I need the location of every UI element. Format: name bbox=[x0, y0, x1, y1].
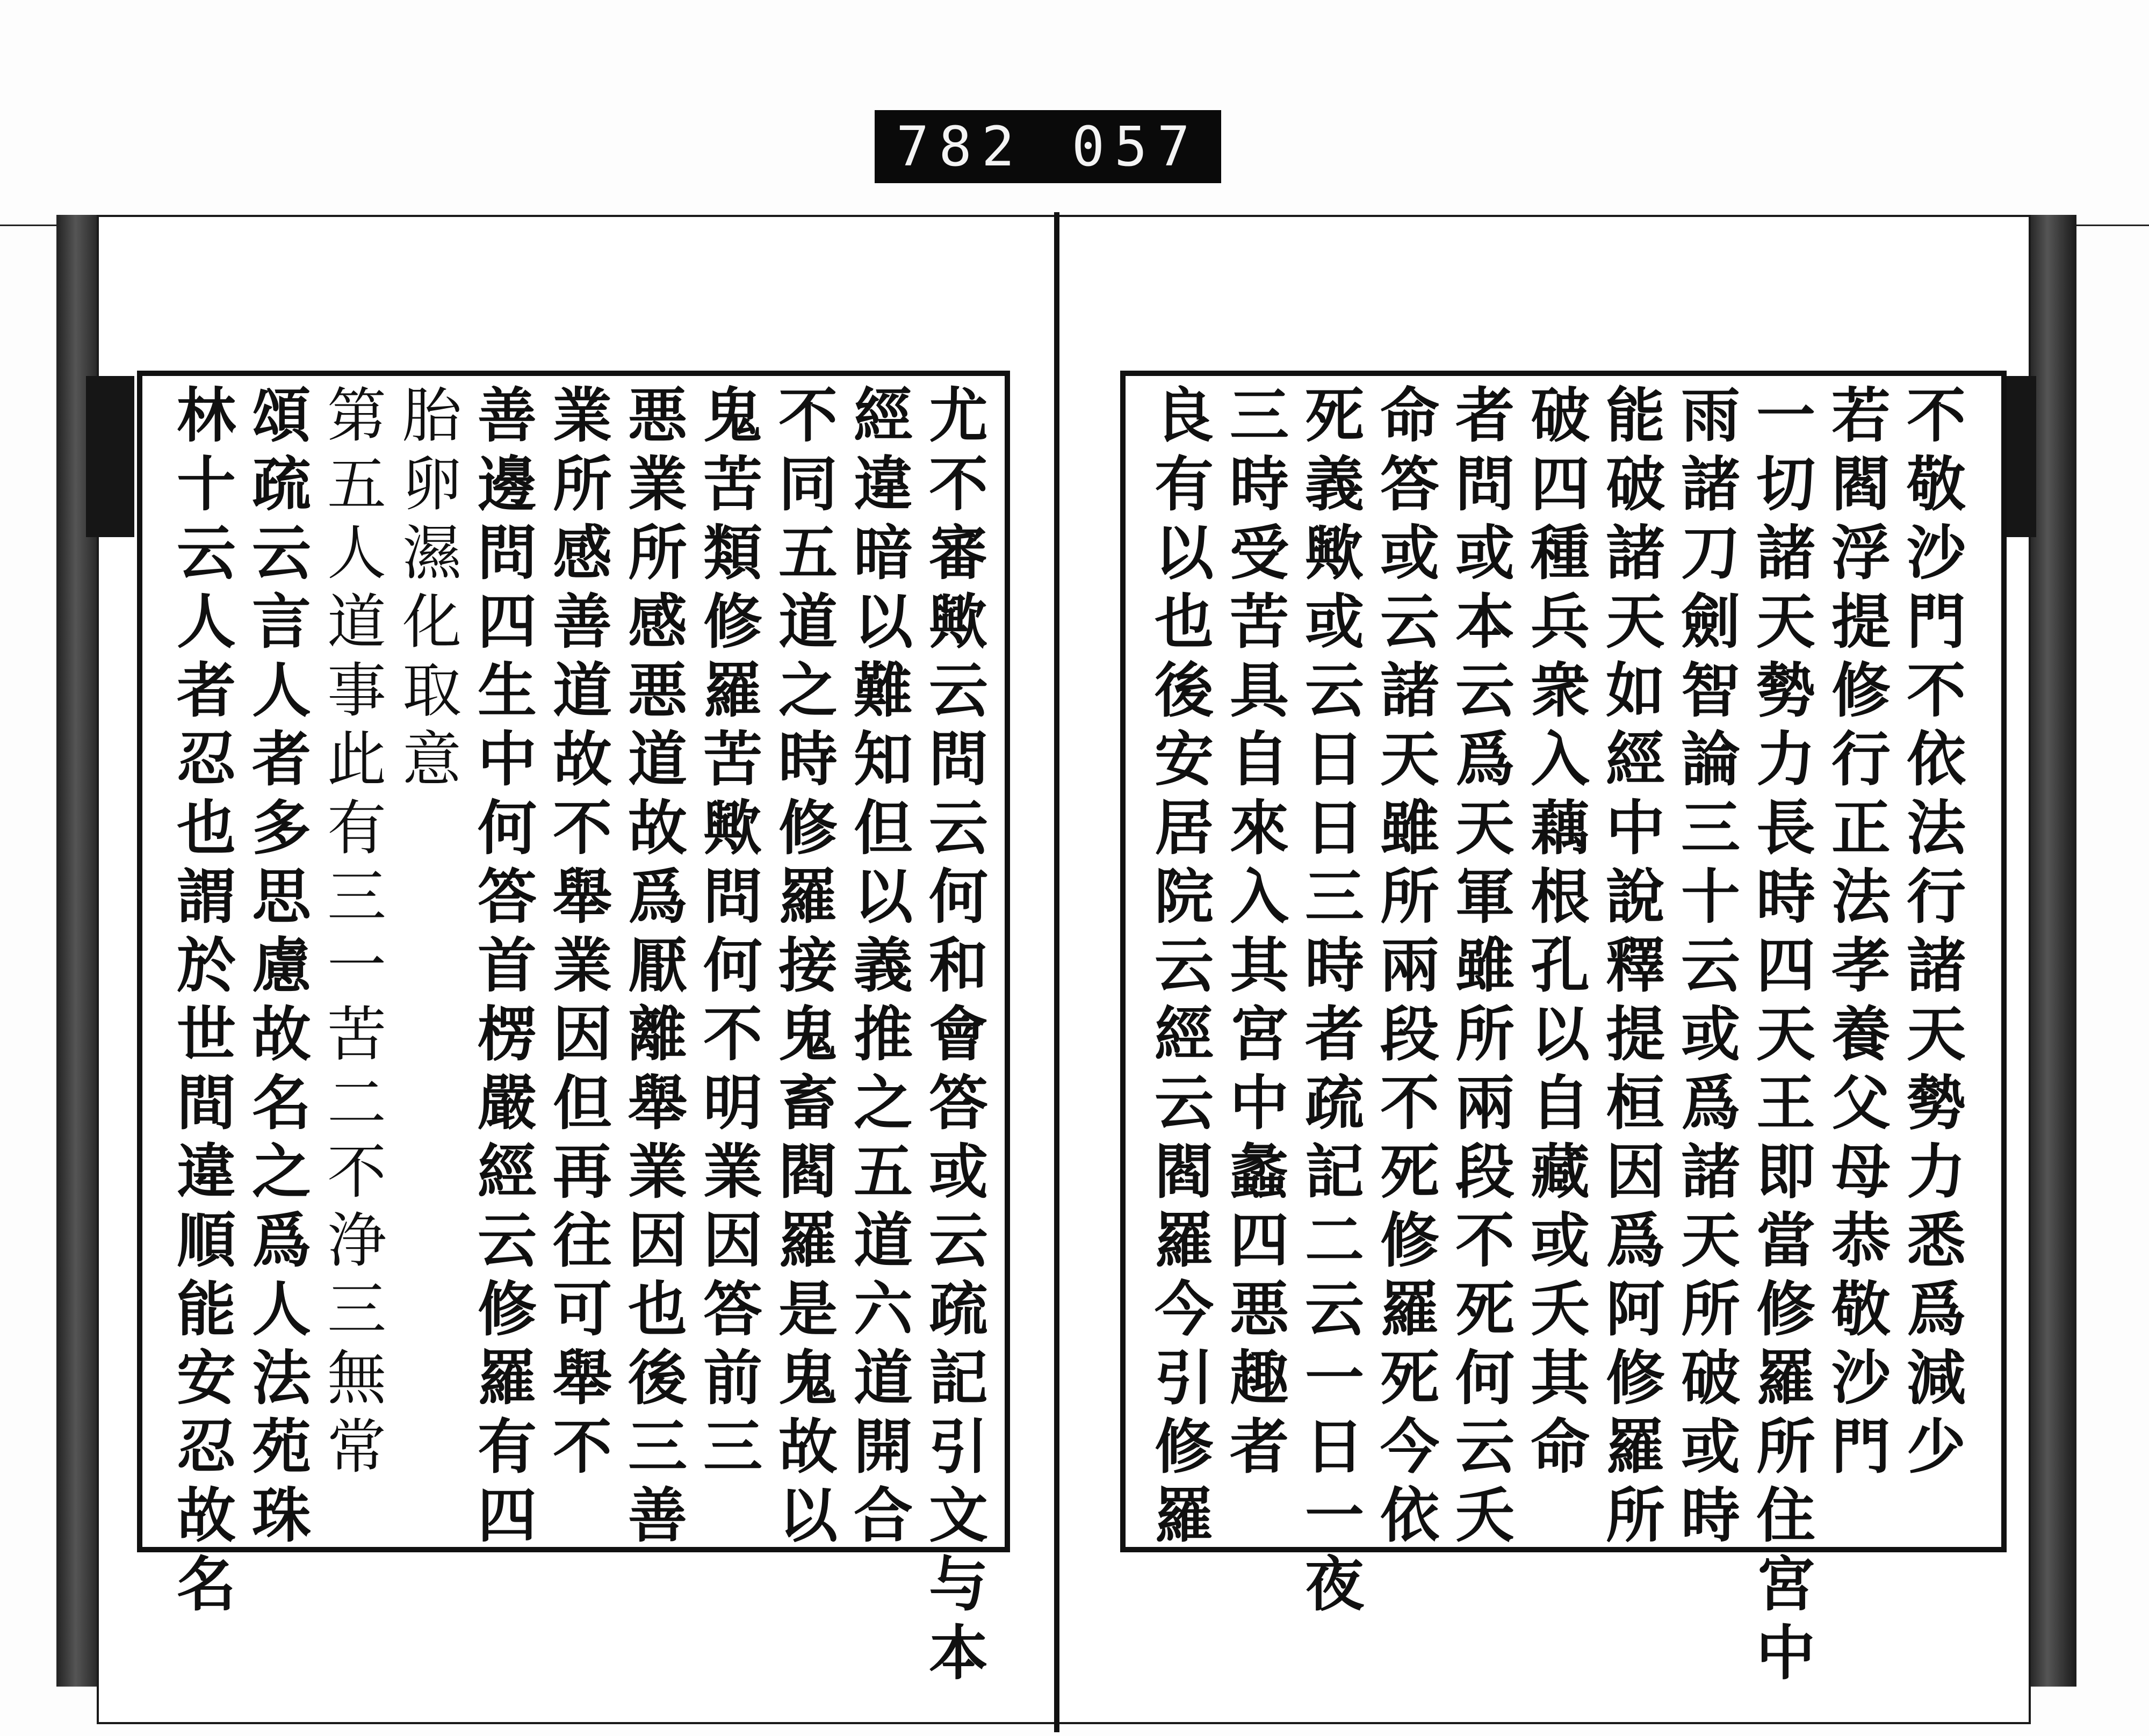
left-col-11: 林十云人者忍也謂於世間違順能安忍故名 bbox=[167, 384, 236, 1622]
right-col-1: 不敬沙門不依法行諸天勢力悉爲減少 bbox=[1897, 384, 1966, 1484]
left-col-7: 善邊問四生中何答首楞嚴經云修羅有四 bbox=[468, 384, 537, 1553]
label-right-number: 057 bbox=[1071, 114, 1200, 179]
right-col-6: 破四種兵衆入藕根孔以自藏或夭其命 bbox=[1521, 384, 1590, 1484]
left-page-tab bbox=[86, 376, 134, 537]
left-col-3: 不同五道之時修羅接鬼畜閻羅是鬼故以 bbox=[769, 384, 838, 1553]
right-col-4: 雨諸刀劍智論三十云或爲諸天所破或時 bbox=[1671, 384, 1741, 1553]
left-col-6: 業所感善道故不舉業因但再往可舉不 bbox=[543, 384, 612, 1484]
label-left-number: 782 bbox=[896, 114, 1025, 179]
left-col-2: 經違暗以難知但以義推之五道六道開合 bbox=[844, 384, 913, 1553]
book-spine bbox=[1054, 212, 1059, 1732]
archive-label bbox=[875, 110, 1221, 183]
left-col-10: 頌疏云言人者多思慮故名之爲人法苑珠 bbox=[242, 384, 312, 1553]
left-col-4: 鬼苦類修羅苦歟問何不明業因答前三 bbox=[694, 384, 763, 1484]
right-col-2: 若閻浮提修行正法孝養父母恭敬沙門 bbox=[1822, 384, 1891, 1484]
right-col-8: 命答或云諸天雖所兩段不死修羅死今依 bbox=[1371, 384, 1440, 1553]
left-col-9: 第五人道事此有三一苦二不浄三無常 bbox=[318, 384, 386, 1484]
right-col-3: 一切諸天勢力長時四天王即當修羅所住宮中 bbox=[1747, 384, 1816, 1690]
left-col-1: 尤不審歟云問云何和會答或云疏記引文与本 bbox=[919, 384, 989, 1690]
right-col-7: 者問或本云爲天軍雖所兩段不死何云夭 bbox=[1446, 384, 1515, 1553]
right-col-9: 死義歟或云日日三時者疏記二云一日一夜 bbox=[1295, 384, 1365, 1622]
right-col-10: 三時受苦具自來入其宮中蠡四悪趣者 bbox=[1220, 384, 1289, 1484]
left-col-8: 胎卵濕化取意 bbox=[393, 384, 461, 797]
right-col-11: 良有以也後安居院云經云閻羅今引修羅 bbox=[1145, 384, 1214, 1553]
right-col-5: 能破諸天如經中說釋提桓因爲阿修羅所 bbox=[1596, 384, 1665, 1553]
left-col-5: 悪業所感悪道故爲厭離舉業因也後三善 bbox=[618, 384, 688, 1553]
